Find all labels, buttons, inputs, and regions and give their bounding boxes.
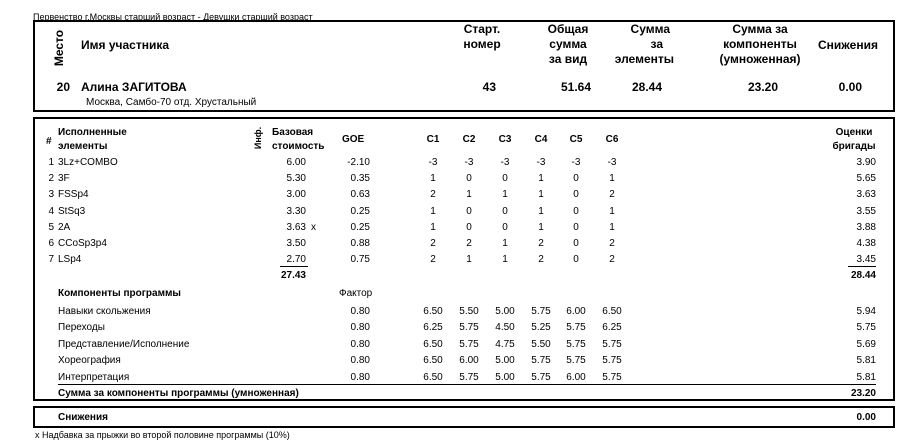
- element-panel-score: 4.38: [856, 238, 876, 249]
- element-panel-score: 3.90: [856, 157, 876, 168]
- element-panel-score: 3.55: [856, 205, 876, 217]
- element-judge-score: 1: [466, 254, 472, 266]
- skater-club: Москва, Самбо-70 отд. Хрустальный: [86, 97, 257, 108]
- component-panel-score: 5.81: [856, 371, 876, 383]
- element-judge-score: 0: [573, 221, 579, 233]
- component-judge-score: 5.75: [566, 322, 586, 334]
- component-judge-score: 5.00: [495, 306, 515, 317]
- element-goe: 0.25: [350, 205, 370, 217]
- score-total-line: [848, 266, 876, 267]
- element-judge-score: 0: [466, 173, 472, 185]
- component-judge-score: 5.75: [459, 338, 479, 350]
- components-sum-label: Сумма за компоненты программы (умноженная): [58, 388, 299, 399]
- judge-header-c2: C2: [462, 134, 476, 145]
- skater-place: 20: [56, 80, 70, 94]
- element-judge-score: 2: [609, 238, 615, 249]
- element-judge-score: 2: [430, 189, 436, 201]
- skater-start-no: 43: [482, 80, 496, 94]
- element-judge-score: -3: [571, 157, 581, 168]
- element-goe: 0.75: [350, 254, 370, 266]
- component-judge-score: 5.75: [531, 306, 551, 317]
- elements-score-total: 28.44: [850, 270, 876, 281]
- components-sum-line: [58, 384, 876, 385]
- start-no-header: Старт. номер: [463, 22, 501, 51]
- element-name: CCoSp3p4: [58, 238, 107, 249]
- judge-header-c1: C1: [426, 134, 440, 145]
- element-judge-score: 1: [430, 221, 436, 233]
- component-judge-score: 5.75: [602, 338, 622, 350]
- component-name: Интерпретация: [58, 371, 130, 383]
- element-goe: 0.88: [350, 238, 370, 249]
- component-judge-score: 6.50: [602, 306, 622, 317]
- component-judge-score: 6.00: [566, 306, 586, 317]
- component-judge-score: 5.75: [602, 355, 622, 367]
- element-judge-score: 0: [573, 238, 579, 249]
- element-judge-score: 2: [609, 254, 615, 266]
- component-judge-score: 5.50: [459, 306, 479, 317]
- elements-sum-header: Сумма за элементы: [614, 22, 674, 66]
- element-base: 2.70: [286, 254, 306, 266]
- component-judge-score: 5.75: [531, 371, 551, 383]
- element-name: FSSp4: [58, 189, 89, 201]
- component-judge-score: 4.50: [495, 322, 515, 334]
- element-judge-score: 0: [502, 173, 508, 185]
- element-judge-score: 1: [609, 173, 615, 185]
- element-name: LSp4: [58, 254, 82, 266]
- element-judge-score: 1: [502, 238, 508, 249]
- footnote: x Надбавка за прыжки во второй половине программы (10%): [35, 430, 290, 440]
- info-header: Инф.: [253, 126, 263, 150]
- judge-header-c5: C5: [569, 134, 583, 145]
- element-judge-score: 1: [430, 173, 436, 185]
- component-judge-score: 5.75: [566, 355, 586, 367]
- component-judge-score: 5.75: [531, 355, 551, 367]
- component-judge-score: 5.00: [495, 355, 515, 367]
- component-factor: 0.80: [350, 355, 370, 367]
- name-header: Имя участника: [81, 38, 170, 52]
- element-base: 5.30: [286, 173, 306, 185]
- skater-total: 51.64: [560, 80, 591, 94]
- component-factor: 0.80: [350, 322, 370, 334]
- component-name: Переходы: [58, 322, 105, 334]
- element-judge-score: -3: [428, 157, 438, 168]
- element-judge-score: 1: [502, 254, 508, 266]
- component-factor: 0.80: [350, 371, 370, 383]
- element-judge-score: 0: [573, 173, 579, 185]
- element-judge-score: 0: [573, 254, 579, 266]
- element-goe: 0.63: [350, 189, 370, 201]
- deductions-value: 0.00: [856, 412, 876, 423]
- components-sum-value: 23.20: [850, 388, 876, 399]
- element-name: StSq3: [58, 205, 86, 217]
- component-judge-score: 5.75: [566, 338, 586, 350]
- component-judge-score: 5.75: [459, 371, 479, 383]
- component-panel-score: 5.75: [856, 322, 876, 334]
- component-judge-score: 6.50: [423, 371, 443, 383]
- component-judge-score: 5.25: [531, 322, 551, 334]
- element-judge-score: 1: [538, 173, 544, 185]
- component-judge-score: 5.50: [531, 338, 551, 350]
- element-judge-score: -3: [464, 157, 474, 168]
- judge-header-c6: C6: [605, 134, 619, 145]
- element-judge-score: 1: [538, 205, 544, 217]
- element-base: 3.00: [286, 189, 306, 201]
- event-title: Первенство г.Москвы старший возраст - Девушки старший возраст: [33, 12, 313, 22]
- component-judge-score: 6.50: [423, 355, 443, 367]
- component-judge-score: 6.00: [459, 355, 479, 367]
- element-judge-score: 0: [466, 205, 472, 217]
- element-judge-score: 1: [466, 189, 472, 201]
- component-name: Навыки скольжения: [58, 306, 151, 317]
- element-panel-score: 3.45: [856, 254, 876, 266]
- skater-components: 23.20: [747, 80, 778, 94]
- components-sum-header: Сумма за компоненты (умноженная): [719, 22, 801, 66]
- element-judge-score: 2: [466, 238, 472, 249]
- element-base: 3.30: [286, 205, 306, 217]
- element-judge-score: 2: [538, 254, 544, 266]
- judge-header-c4: C4: [534, 134, 548, 145]
- element-number: 4: [48, 205, 54, 217]
- component-judge-score: 6.25: [423, 322, 443, 334]
- component-judge-score: 6.50: [423, 338, 443, 350]
- element-name: 3F: [58, 173, 70, 185]
- element-panel-score: 3.88: [856, 221, 876, 233]
- num-header: #: [46, 136, 52, 147]
- component-judge-score: 5.75: [459, 322, 479, 334]
- element-name: 3Lz+COMBO: [58, 157, 118, 168]
- component-judge-score: 4.75: [495, 338, 515, 350]
- element-goe: 0.35: [350, 173, 370, 185]
- component-name: Хореография: [58, 355, 121, 367]
- component-factor: 0.80: [350, 338, 370, 350]
- element-judge-score: -3: [607, 157, 617, 168]
- element-judge-score: 0: [502, 205, 508, 217]
- element-base: 3.50: [286, 238, 306, 249]
- component-panel-score: 5.94: [856, 306, 876, 317]
- element-judge-score: 1: [609, 221, 615, 233]
- element-base: 6.00: [286, 157, 306, 168]
- element-info: x: [311, 221, 316, 233]
- element-number: 1: [48, 157, 54, 168]
- element-number: 3: [48, 189, 54, 201]
- factor-label: Фактор: [339, 288, 373, 299]
- elements-base-total: 27.43: [280, 270, 306, 281]
- deductions-box: [33, 406, 895, 428]
- score-header: Оценки бригады: [832, 127, 876, 152]
- element-goe: -2.10: [347, 157, 370, 168]
- component-judge-score: 6.50: [423, 306, 443, 317]
- judge-header-c3: C3: [498, 134, 512, 145]
- goe-header: GOE: [342, 134, 365, 145]
- element-name: 2A: [58, 221, 71, 233]
- element-judge-score: 2: [538, 238, 544, 249]
- element-panel-score: 5.65: [856, 173, 876, 185]
- skater-name: Алина ЗАГИТОВА: [81, 80, 187, 94]
- element-judge-score: 0: [466, 221, 472, 233]
- element-judge-score: -3: [500, 157, 510, 168]
- element-judge-score: 2: [609, 189, 615, 201]
- component-judge-score: 5.75: [602, 371, 622, 383]
- component-judge-score: 6.00: [566, 371, 586, 383]
- component-panel-score: 5.81: [856, 355, 876, 367]
- element-base: 3.63: [286, 221, 306, 233]
- base-header: Базовая стоимость: [272, 127, 325, 152]
- element-number: 2: [48, 173, 54, 185]
- deductions-header: Снижения: [818, 38, 878, 52]
- skater-elements: 28.44: [631, 80, 662, 94]
- element-number: 5: [48, 221, 54, 233]
- deductions-label: Снижения: [58, 412, 108, 423]
- element-judge-score: 2: [430, 254, 436, 266]
- component-factor: 0.80: [350, 306, 370, 317]
- component-panel-score: 5.69: [856, 338, 876, 350]
- element-judge-score: 1: [538, 189, 544, 201]
- element-judge-score: 1: [430, 205, 436, 217]
- total-header: Общая сумма за вид: [547, 22, 589, 66]
- element-judge-score: 1: [538, 221, 544, 233]
- component-name: Представление/Исполнение: [58, 338, 190, 350]
- executed-header: Исполненные элементы: [58, 127, 127, 152]
- skater-deductions: 0.00: [838, 80, 862, 94]
- element-judge-score: 0: [502, 221, 508, 233]
- element-goe: 0.25: [350, 221, 370, 233]
- element-judge-score: 0: [573, 205, 579, 217]
- element-judge-score: 1: [609, 205, 615, 217]
- element-panel-score: 3.63: [856, 189, 876, 201]
- element-number: 6: [48, 238, 54, 249]
- components-title: Компоненты программы: [58, 288, 181, 299]
- place-header: Место: [52, 29, 66, 67]
- component-judge-score: 6.25: [602, 322, 622, 334]
- element-number: 7: [48, 254, 54, 266]
- component-judge-score: 5.00: [495, 371, 515, 383]
- element-judge-score: 1: [502, 189, 508, 201]
- element-judge-score: 0: [573, 189, 579, 201]
- element-judge-score: -3: [536, 157, 546, 168]
- element-judge-score: 2: [430, 238, 436, 249]
- base-total-line: [280, 266, 308, 267]
